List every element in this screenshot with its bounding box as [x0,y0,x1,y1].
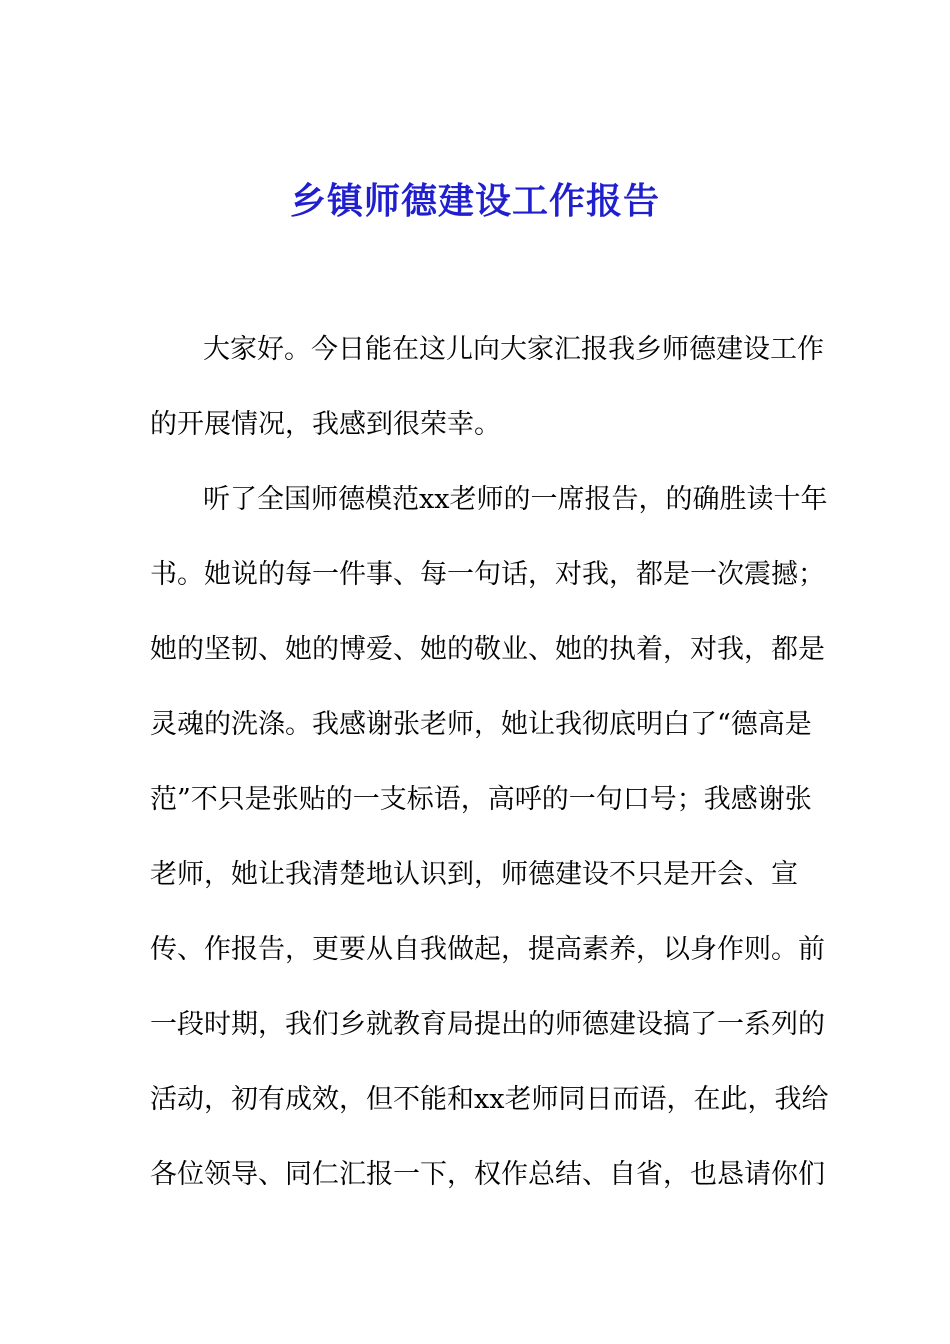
paragraph-2-line-7: 传、作报告，更要从自我做起，提高素养，以身作则。前 [150,934,825,965]
paragraph-2-line-4: 灵魂的洗涤。我感谢张老师，她让我彻底明白了“德高是 [150,709,812,740]
paragraph-1-line-1: 大家好。今日能在这儿向大家汇报我乡师德建设工作 [203,334,824,365]
paragraph-2-line-9: 活动，初有成效，但不能和xx老师同日而语，在此，我给 [150,1084,829,1115]
paragraph-2-line-2: 书。她说的每一件事、每一句话，对我，都是一次震撼； [150,559,825,590]
document-title: 乡镇师德建设工作报告 [289,181,660,222]
paragraph-2-line-3: 她的坚韧、她的博爱、她的敬业、她的执着，对我，都是 [150,634,825,665]
paragraph-2-line-5: 范”不只是张贴的一支标语，高呼的一句口号；我感谢张 [150,784,812,815]
paragraph-2-line-6: 老师，她让我清楚地认识到，师德建设不只是开会、宣 [150,859,798,890]
paragraph-2-line-1: 听了全国师德模范xx老师的一席报告，的确胜读十年 [203,484,828,515]
paragraph-1-line-2: 的开展情况，我感到很荣幸。 [150,409,501,440]
paragraph-2-line-8: 一段时期，我们乡就教育局提出的师德建设搞了一系列的 [150,1009,825,1040]
paragraph-2-line-10: 各位领导、同仁汇报一下，权作总结、自省，也恳请你们 [150,1159,825,1190]
